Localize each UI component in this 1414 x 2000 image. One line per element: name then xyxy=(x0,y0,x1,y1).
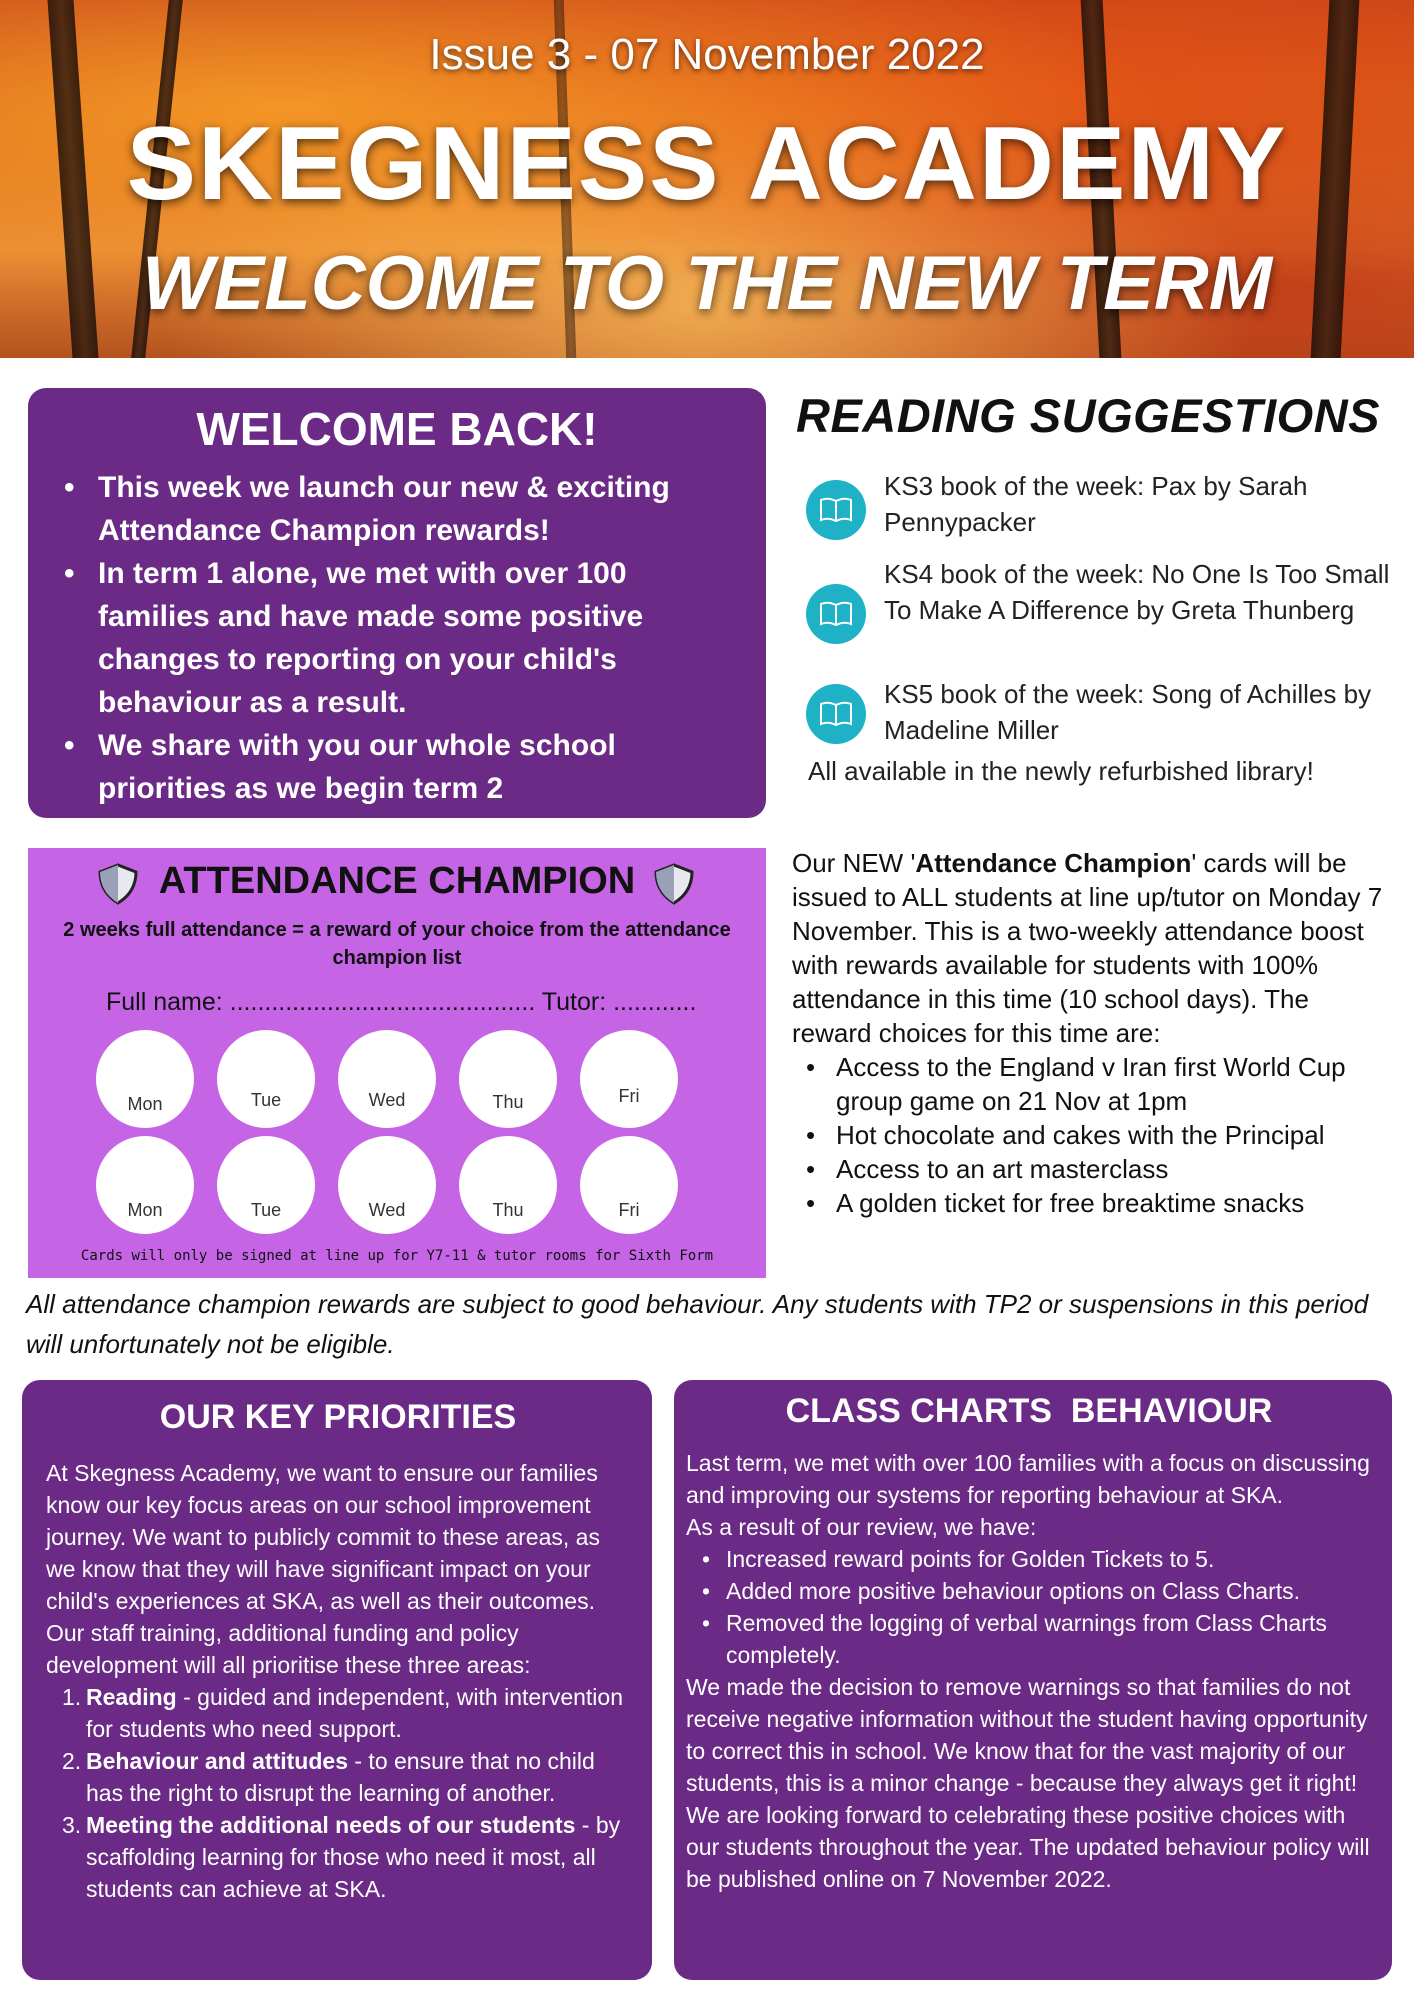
day-circle xyxy=(459,1030,557,1128)
book-text: KS5 book of the week: Song of Achilles by Madeline Miller xyxy=(884,679,1372,745)
card-subtitle: 2 weeks full attendance = a reward of your choice from the attendance champion list xyxy=(63,919,731,969)
reward-item: • A golden ticket for free breaktime snacks xyxy=(836,1186,1392,1220)
priority-number: 1. xyxy=(62,1684,82,1710)
reward-item: • Access to an art masterclass xyxy=(836,1152,1392,1186)
behaviour-closing: We made the decision to remove warnings so that families do not receive negative information without the student having opportunity to correct this in school. We know that for the vast majority of our students, this is a minor change - because they always get it right! We are looking forward to celebrating these positive choices with our students throughout the year. The updated behaviour policy will be published online on 7 November 2022. xyxy=(686,1674,1370,1892)
priorities-title: OUR KEY PRIORITIES xyxy=(159,1398,517,1436)
day-circle xyxy=(580,1136,678,1234)
attendance-intro xyxy=(792,846,1392,1050)
header-subtitle: WELCOME TO THE NEW TERM xyxy=(141,241,1273,326)
book-text: KS4 book of the week: No One Is Too Small To Make A Difference by Greta Thunberg xyxy=(884,559,1390,625)
priority-text: - by scaffolding learning for those who need it most, all students can achieve at SKA. xyxy=(86,1812,621,1902)
day-circle xyxy=(580,1030,678,1128)
issue-date: Issue 3 - 07 November 2022 xyxy=(429,30,985,79)
day-label: Tue xyxy=(250,1090,282,1110)
welcome-box xyxy=(28,388,766,818)
book-text: KS3 book of the week: Pax by Sarah Pennypacker xyxy=(884,471,1308,537)
day-label: Wed xyxy=(368,1090,406,1110)
behaviour-intro: Last term, we met with over 100 families with a focus on discussing and improving our systems for reporting behaviour at SKA. xyxy=(686,1450,1370,1508)
priority-number: 2. xyxy=(62,1748,82,1774)
priority-item xyxy=(62,1681,630,1745)
priority-number: 3. xyxy=(62,1812,82,1838)
day-circle xyxy=(96,1136,194,1234)
welcome-title: WELCOME BACK! xyxy=(196,403,598,455)
priority-item xyxy=(62,1745,630,1809)
priority-bold: Reading xyxy=(86,1684,177,1710)
day-label: Mon xyxy=(127,1094,163,1114)
priority-bold: Meeting the additional needs of our students xyxy=(86,1812,576,1838)
priorities-box xyxy=(22,1380,652,1980)
day-label: Thu xyxy=(492,1200,524,1220)
day-circle xyxy=(459,1136,557,1234)
day-circle xyxy=(338,1136,436,1234)
behaviour-item: • Increased reward points for Golden Tickets to 5. xyxy=(726,1543,1372,1575)
priorities-intro: At Skegness Academy, we want to ensure our families know our key focus areas on our school improvement journey. We want to publicly commit to these areas, as we know that they will have significant impact on your child's experiences at SKA, as well as their outcomes. Our staff training, additional funding and policy development will all prioritise these three areas: xyxy=(46,1460,600,1678)
day-label: Wed xyxy=(368,1200,406,1220)
welcome-list xyxy=(58,466,736,810)
reading-section xyxy=(796,388,1396,786)
priority-bold: Behaviour and attitudes xyxy=(86,1748,348,1774)
behaviour-lead: As a result of our review, we have: xyxy=(686,1514,1037,1540)
behaviour-box xyxy=(674,1380,1392,1980)
behaviour-title: CLASS CHARTS BEHAVIOUR xyxy=(785,1392,1273,1430)
reward-item: • Access to the England v Iran first World Cup group game on 21 Nov at 1pm xyxy=(836,1050,1392,1118)
intro-part: ' cards will be issued to ALL students at line up/tutor on Monday 7 November. This is a two-weekly attendance boost with rewards available for students with 100% attendance in this time (10 school days). The reward choices for this time are: xyxy=(792,848,1383,1048)
welcome-item: • We share with you our whole school priorities as we begin term 2 xyxy=(98,724,736,810)
header-text xyxy=(0,0,1414,358)
day-label: Thu xyxy=(492,1092,524,1112)
book-icon xyxy=(806,480,866,540)
day-label: Fri xyxy=(618,1086,640,1106)
priorities-list xyxy=(46,1681,630,1905)
library-note: All available in the newly refurbished library! xyxy=(808,756,1314,786)
day-circle xyxy=(338,1030,436,1128)
attendance-disclaimer: All attendance champion rewards are subject to good behaviour. Any students with TP2 or suspensions in this period will unfortunately not be eligible. xyxy=(26,1289,1369,1359)
header-banner xyxy=(0,0,1414,358)
intro-part: Our NEW ' xyxy=(792,848,916,878)
day-circle xyxy=(217,1136,315,1234)
school-name: SKEGNESS ACADEMY xyxy=(126,106,1288,222)
card-footer: Cards will only be signed at line up for Y7-11 & tutor rooms for Sixth Form xyxy=(80,1248,714,1264)
behaviour-item: • Added more positive behaviour options on Class Charts. xyxy=(726,1575,1372,1607)
book-icon xyxy=(806,584,866,644)
priority-text: - guided and independent, with intervention for students who need support. xyxy=(86,1684,623,1742)
reward-item: • Hot chocolate and cakes with the Principal xyxy=(836,1118,1392,1152)
card-title: ATTENDANCE CHAMPION xyxy=(158,860,636,902)
behaviour-item: • Removed the logging of verbal warnings from Class Charts completely. xyxy=(726,1607,1372,1671)
day-circle xyxy=(217,1030,315,1128)
reading-title: READING SUGGESTIONS xyxy=(796,389,1381,442)
attendance-text xyxy=(792,846,1392,1220)
day-label: Tue xyxy=(250,1200,282,1220)
priority-item xyxy=(62,1809,630,1905)
behaviour-list xyxy=(686,1543,1372,1671)
intro-bold: Attendance Champion xyxy=(915,848,1192,878)
attendance-card xyxy=(28,848,766,1278)
book-icon xyxy=(806,684,866,744)
day-circle xyxy=(96,1030,194,1128)
welcome-item: • This week we launch our new & exciting Attendance Champion rewards! xyxy=(98,466,736,552)
day-label: Mon xyxy=(127,1200,163,1220)
priority-text: - to ensure that no child has the right to disrupt the learning of another. xyxy=(86,1748,595,1806)
rewards-list xyxy=(792,1050,1392,1220)
welcome-item: • In term 1 alone, we met with over 100 families and have made some positive changes to reporting on your child's behaviour as a result. xyxy=(98,552,736,724)
card-fields: Full name: ............................................ Tutor: ............ xyxy=(106,988,697,1016)
day-label: Fri xyxy=(618,1200,640,1220)
